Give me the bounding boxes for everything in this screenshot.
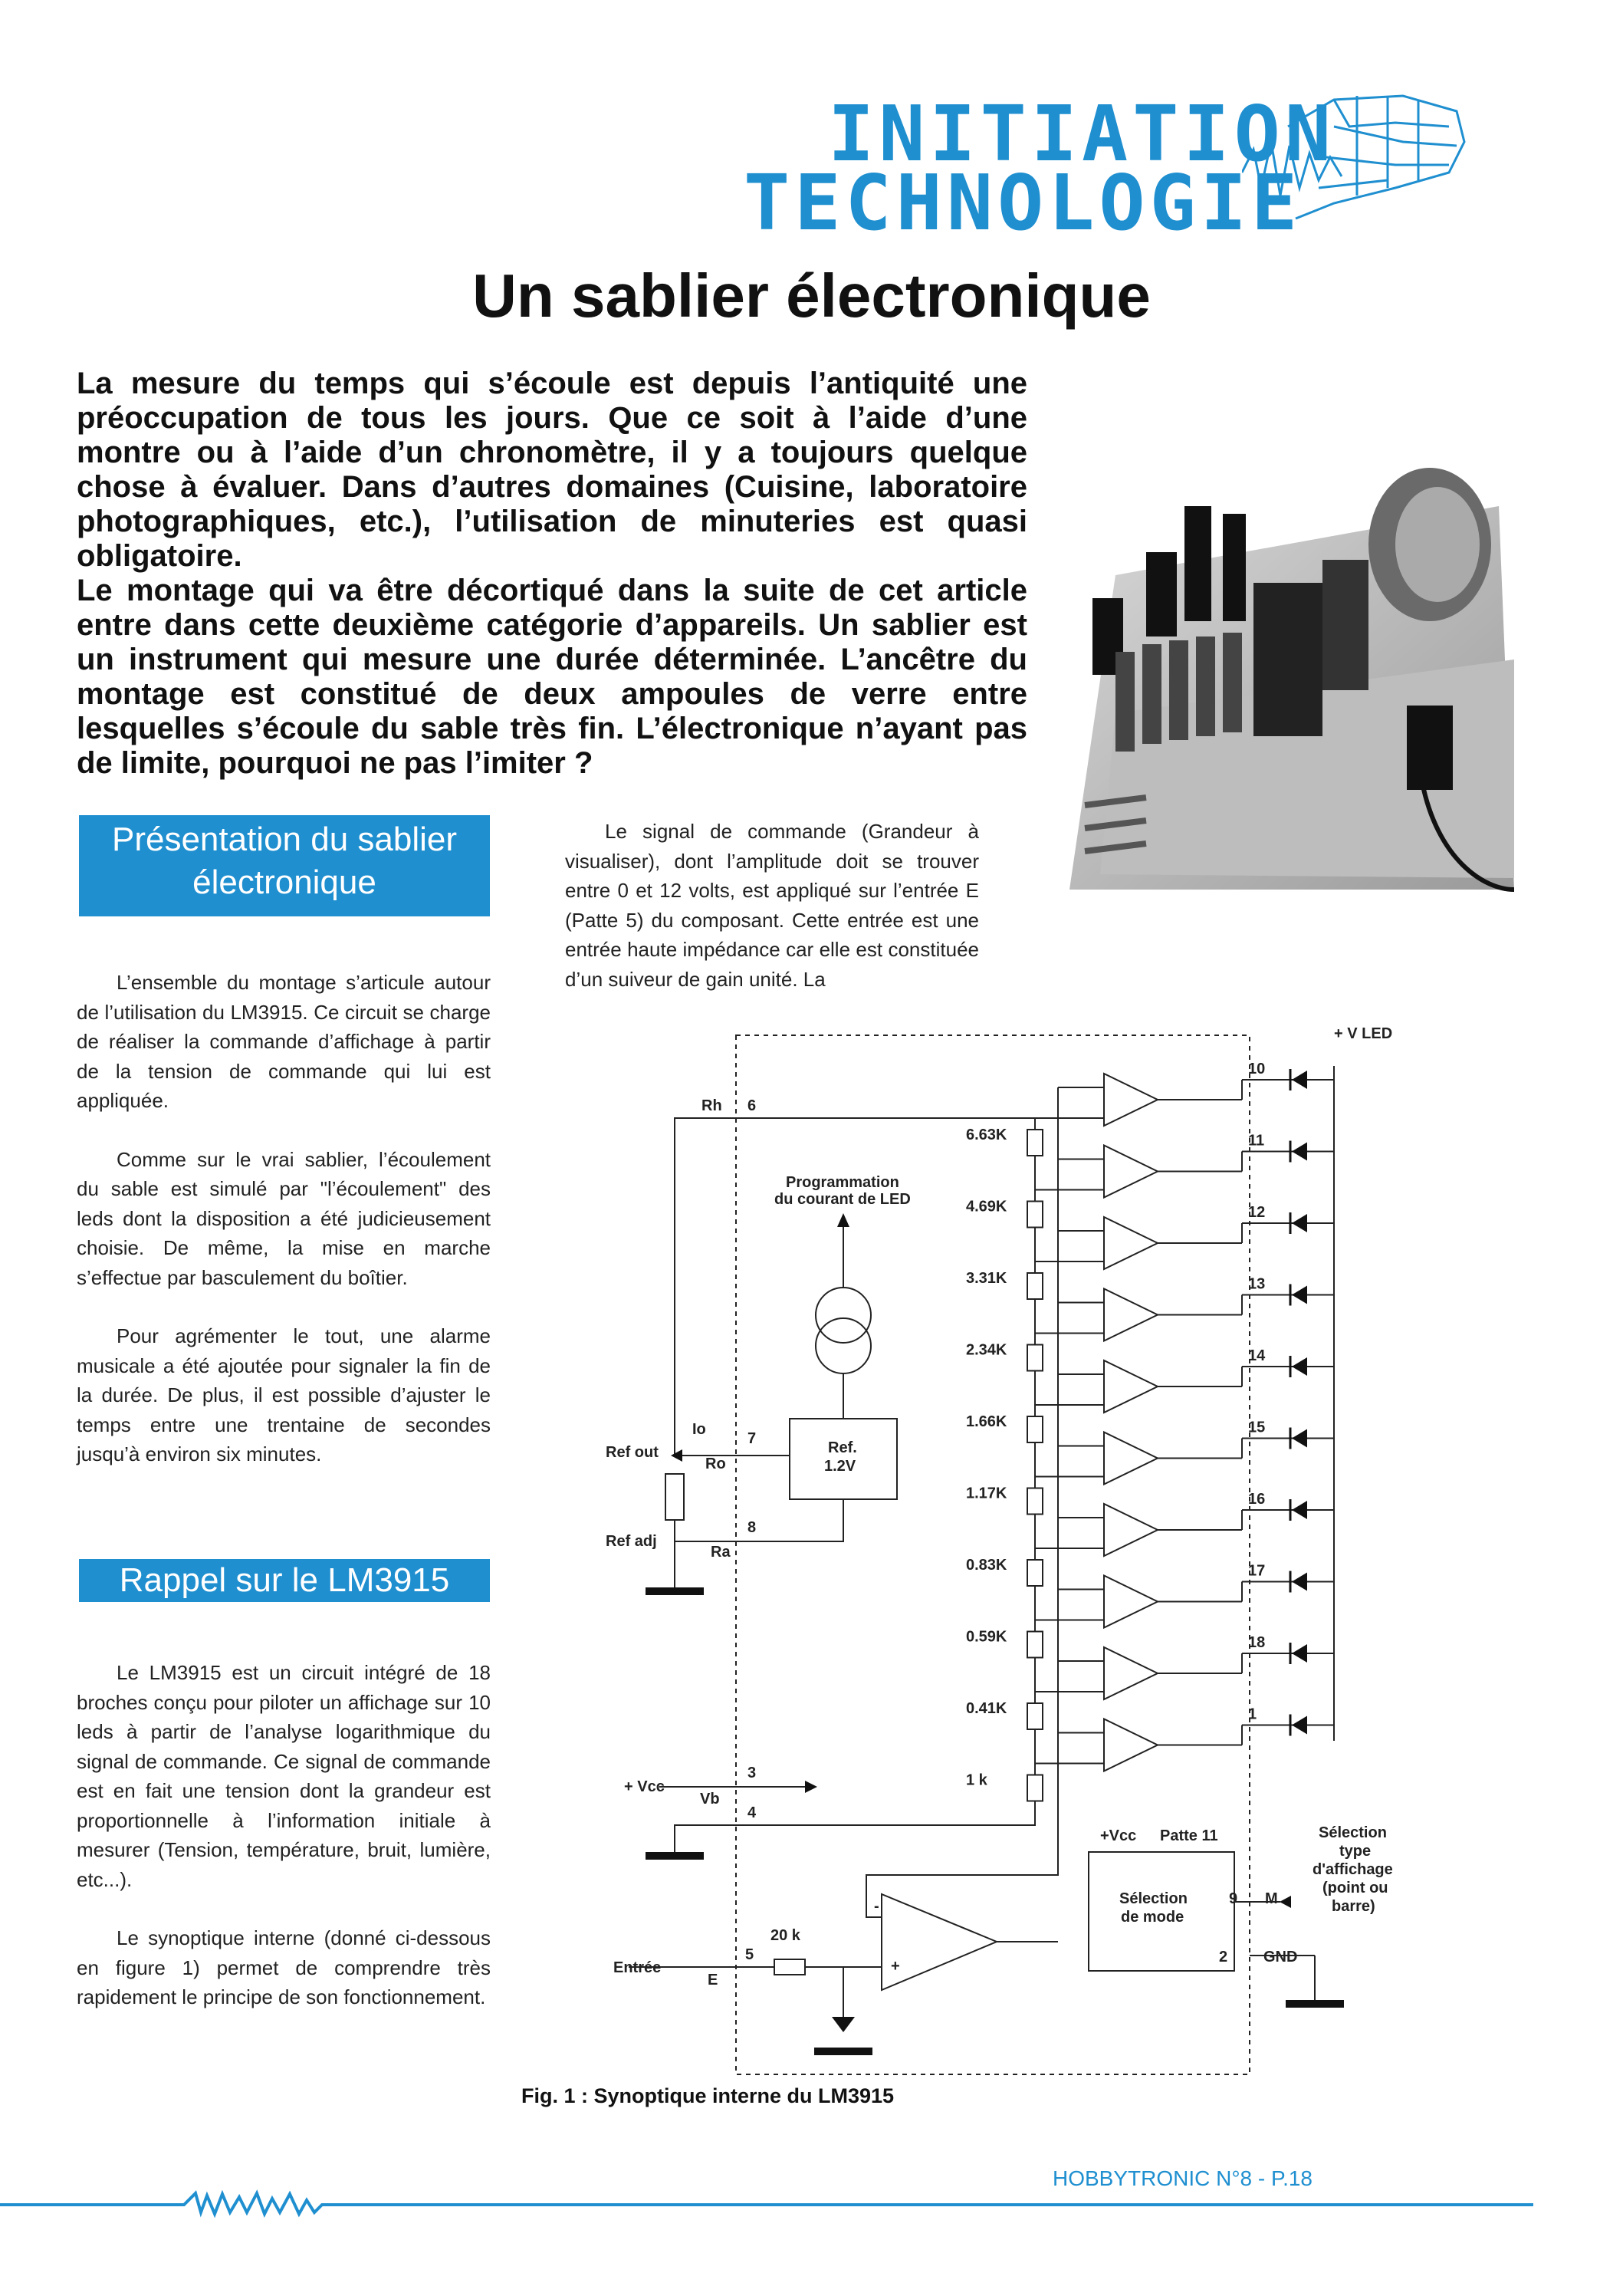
resistor-label: 0.83K bbox=[966, 1557, 1007, 1574]
intro-paragraph: La mesure du temps qui s’écoule est depuis l’antiquité une préoccupation de tous les jours. Que ce soit à l’aide d’une montre ou à l’aide d’un chronomètre, il y a toujours quelque chose à évaluer. Dans d’autres domaines (Cuisine, laboratoire photographiques, etc.), l’utilisation de minuteries est quasi obligatoire. bbox=[77, 367, 1027, 573]
section-heading-presentation: Présentation du sablier électronique bbox=[79, 815, 490, 916]
prog-label: Programmation bbox=[786, 1174, 899, 1191]
led-icon bbox=[1292, 1573, 1307, 1591]
vcc-label: + Vcc bbox=[624, 1778, 665, 1795]
pin-label: 5 bbox=[745, 1946, 754, 1963]
led-icon bbox=[1292, 1143, 1307, 1161]
resistor-label: 0.41K bbox=[966, 1700, 1007, 1717]
footer-page-label: HOBBYTRONIC N°8 - P.18 bbox=[1043, 2166, 1322, 2191]
body-paragraph: Le synoptique interne (donné ci-dessous en figure 1) permet de comprendre très rapidement le principe de son fonctionnement. bbox=[77, 1926, 491, 2008]
rh-label: Rh bbox=[701, 1097, 722, 1114]
led-pin-label: 1 bbox=[1248, 1706, 1257, 1723]
ref-label: 1.2V bbox=[824, 1458, 856, 1475]
section-heading-lm3915: Rappel sur le LM3915 bbox=[79, 1559, 490, 1602]
led-icon bbox=[1292, 1357, 1307, 1376]
led-pin-label: 15 bbox=[1248, 1419, 1266, 1436]
resistor-label: 1 k bbox=[966, 1771, 987, 1789]
resistor bbox=[1027, 1632, 1043, 1658]
led-icon bbox=[1292, 1644, 1307, 1663]
intro-text bbox=[77, 367, 1027, 781]
led-pin-label: 10 bbox=[1248, 1061, 1266, 1077]
comparator-chain bbox=[966, 1061, 1334, 1801]
left-column-section1 bbox=[77, 968, 491, 1498]
led-pin-label: 18 bbox=[1248, 1634, 1266, 1651]
r20k-label: 20 k bbox=[770, 1927, 800, 1944]
comparator bbox=[1104, 1074, 1158, 1126]
comparator bbox=[1104, 1504, 1158, 1556]
resistor bbox=[1027, 1202, 1043, 1228]
sel-type-label: barre) bbox=[1332, 1898, 1375, 1915]
body-paragraph: L’ensemble du montage s’articule autour de l’utilisation du LM3915. Ce circuit se charge de réaliser la commande d’affichage à partir de la tension de commande qui lui est appliquée. bbox=[77, 971, 491, 1112]
lm3915-block-diagram bbox=[598, 1020, 1441, 2078]
body-paragraph: Pour agrémenter le tout, une alarme musicale a été ajoutée pour signaler la fin de la durée. De plus, il est possible d’ajuster le temps entre une trentaine de secondes jusqu’à environ six minutes. bbox=[77, 1324, 491, 1465]
footer-waveform-line bbox=[0, 2189, 1623, 2220]
comparator bbox=[1104, 1647, 1158, 1699]
sel-type-label: d'affichage bbox=[1313, 1861, 1393, 1878]
comparator bbox=[1104, 1433, 1158, 1485]
resistor-label: 4.69K bbox=[966, 1198, 1007, 1215]
resistor-label: 3.31K bbox=[966, 1270, 1007, 1287]
resistor-label: 0.59K bbox=[966, 1628, 1007, 1646]
pin-label: 6 bbox=[747, 1097, 757, 1114]
pin-label: 4 bbox=[747, 1804, 757, 1821]
hand-with-waveform-icon bbox=[1242, 81, 1472, 234]
resistor bbox=[1027, 1488, 1043, 1515]
comparator bbox=[1104, 1719, 1158, 1771]
vled-label: + V LED bbox=[1334, 1025, 1393, 1042]
led-pin-label: 13 bbox=[1248, 1275, 1266, 1293]
led-pin-label: 11 bbox=[1248, 1132, 1265, 1150]
right-column-text: Le signal de commande (Grandeur à visualiser), dont l’amplitude doit se trouver entre 0 et 12 volts, est appliqué sur l’entrée E (Patte 5) du composant. Cette entrée est une entrée haute impédance car elle est constituée d’un suiveur de gain unité. La bbox=[565, 820, 979, 991]
figure-caption: Fig. 1 : Synoptique interne du LM3915 bbox=[521, 2084, 895, 2107]
ref-adj-label: Ref adj bbox=[606, 1533, 657, 1550]
led-pin-label: 17 bbox=[1248, 1562, 1266, 1580]
led-icon bbox=[1292, 1286, 1307, 1304]
banner-initiation: INITIATION bbox=[828, 89, 1336, 179]
io-label: Io bbox=[692, 1421, 706, 1438]
resistor bbox=[1027, 1703, 1043, 1729]
opamp-plus: + bbox=[891, 1958, 900, 1975]
vcc-top-label: +Vcc bbox=[1100, 1827, 1137, 1844]
resistor-label: 2.34K bbox=[966, 1341, 1007, 1359]
ro-label: Ro bbox=[705, 1456, 726, 1472]
body-paragraph: Comme sur le vrai sablier, l’écoulement du sable est simulé par "l’écoulement" des leds dont la disposition a été judicieusement choisie. De même, la mise en marche s’effectue par basculement du boîtier. bbox=[77, 1147, 491, 1289]
resistor-label: 1.17K bbox=[966, 1485, 1007, 1502]
sel-type-label: Sélection bbox=[1319, 1824, 1387, 1841]
led-pin-label: 12 bbox=[1248, 1204, 1266, 1221]
resistor bbox=[1027, 1345, 1043, 1371]
banner-technologie: TECHNOLOGIE bbox=[744, 158, 1303, 248]
resistor bbox=[1027, 1130, 1043, 1156]
sel-type-label: (point ou bbox=[1322, 1880, 1388, 1896]
sel-mode-label: Sélection bbox=[1119, 1890, 1188, 1907]
m-label: M bbox=[1265, 1890, 1278, 1907]
resistor bbox=[1027, 1775, 1043, 1801]
intro-paragraph: Le montage qui va être décortiqué dans la suite de cet article entre dans cette deuxième catégorie d’appareils. Un sablier est un instrument qui mesure une durée déterminée. L’ancêtre du montage est constitué de deux ampoules de verre entre lesquelles s’écoule du sable très fin. L’électronique n’ayant pas de limite, pourquoi ne pas l’imiter ? bbox=[77, 574, 1027, 780]
left-column-section2 bbox=[77, 1658, 491, 2041]
resistor-label: 1.66K bbox=[966, 1413, 1007, 1430]
comparator bbox=[1104, 1576, 1158, 1628]
sel-type-label: type bbox=[1339, 1843, 1372, 1860]
comparator bbox=[1104, 1146, 1158, 1198]
pin-label: 7 bbox=[747, 1430, 757, 1447]
resistor bbox=[1027, 1273, 1043, 1299]
ra-label: Ra bbox=[711, 1544, 731, 1561]
sel-mode-label: de mode bbox=[1121, 1909, 1184, 1926]
ref-label: Ref. bbox=[828, 1439, 857, 1456]
resistor-label: 6.63K bbox=[966, 1127, 1007, 1143]
pin-label: 8 bbox=[747, 1519, 757, 1536]
pin-label: 2 bbox=[1219, 1949, 1228, 1965]
opamp-minus: - bbox=[874, 1898, 879, 1915]
led-icon bbox=[1292, 1716, 1307, 1735]
led-icon bbox=[1292, 1501, 1307, 1519]
circuit-board-photo bbox=[1069, 460, 1514, 897]
comparator bbox=[1104, 1217, 1158, 1269]
vb-label: Vb bbox=[700, 1791, 720, 1808]
led-icon bbox=[1292, 1214, 1307, 1232]
article-title: Un sablier électronique bbox=[472, 262, 1151, 330]
pin-label: 9 bbox=[1229, 1890, 1238, 1907]
resistor bbox=[1027, 1560, 1043, 1586]
led-icon bbox=[1292, 1071, 1307, 1089]
led-icon bbox=[1292, 1429, 1307, 1448]
patte11-label: Patte 11 bbox=[1160, 1827, 1218, 1844]
gnd-label: GND bbox=[1263, 1949, 1298, 1965]
led-pin-label: 16 bbox=[1248, 1491, 1266, 1508]
comparator bbox=[1104, 1289, 1158, 1341]
comparator bbox=[1104, 1360, 1158, 1413]
resistor bbox=[1027, 1416, 1043, 1442]
prog-label: du courant de LED bbox=[774, 1191, 911, 1208]
entree-label: Entrée bbox=[613, 1959, 662, 1976]
e-label: E bbox=[708, 1972, 718, 1988]
ref-out-label: Ref out bbox=[606, 1444, 659, 1461]
led-pin-label: 14 bbox=[1248, 1347, 1266, 1364]
pin-label: 3 bbox=[747, 1765, 757, 1781]
body-paragraph: Le LM3915 est un circuit intégré de 18 broches conçu pour piloter un affichage sur 10 leds à partir de l’analyse logarithmique du signal de commande. Ce signal de commande est en fait une tension dont la grandeur est proportionnelle à l’information initiale à mesurer (Tension, température, bruit, lumière, etc...). bbox=[77, 1661, 491, 1891]
